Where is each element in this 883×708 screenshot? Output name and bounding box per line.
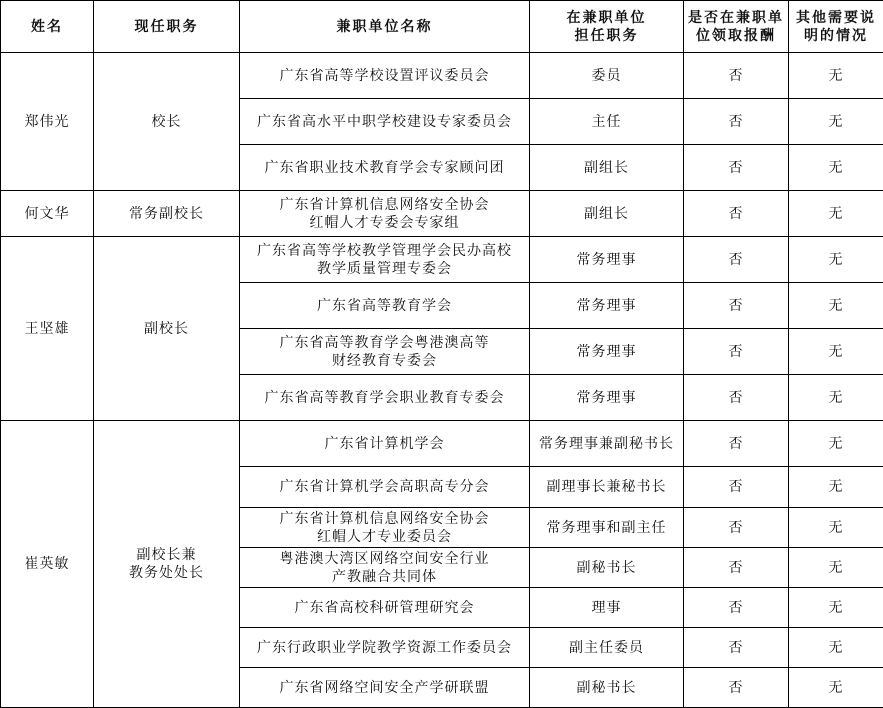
paid-cell: 否 — [684, 329, 789, 375]
table-row — [1, 191, 883, 237]
role-cell: 副秘书长 — [530, 668, 684, 708]
role-cell: 副理事长兼秘书长 — [530, 467, 684, 508]
person-name: 崔英敏 — [1, 421, 94, 708]
paid-cell: 否 — [684, 191, 789, 237]
notes-cell: 无 — [789, 548, 883, 588]
org-cell: 广东省计算机信息网络安全协会 红帽人才专委会专家组 — [240, 191, 530, 237]
role-cell: 副组长 — [530, 191, 684, 237]
notes-cell: 无 — [789, 237, 883, 283]
org-cell: 广东省计算机学会高职高专分会 — [240, 467, 530, 508]
role-cell: 常务理事和副主任 — [530, 508, 684, 548]
paid-cell: 否 — [684, 628, 789, 668]
person-position: 校长 — [94, 53, 240, 191]
paid-cell: 否 — [684, 375, 789, 421]
notes-cell: 无 — [789, 329, 883, 375]
role-cell: 主任 — [530, 99, 684, 145]
org-cell: 广东省高校科研管理研究会 — [240, 588, 530, 628]
notes-cell: 无 — [789, 99, 883, 145]
person-name: 何文华 — [1, 191, 94, 237]
paid-cell: 否 — [684, 508, 789, 548]
notes-cell: 无 — [789, 467, 883, 508]
paid-cell: 否 — [684, 145, 789, 191]
paid-cell: 否 — [684, 548, 789, 588]
notes-cell: 无 — [789, 628, 883, 668]
paid-cell: 否 — [684, 283, 789, 329]
paid-cell: 否 — [684, 53, 789, 99]
notes-cell: 无 — [789, 283, 883, 329]
role-cell: 理事 — [530, 588, 684, 628]
person-position: 副校长兼 教务处处长 — [94, 421, 240, 708]
org-cell: 广东省网络空间安全产学研联盟 — [240, 668, 530, 708]
role-cell: 常务理事 — [530, 237, 684, 283]
header-position: 现任职务 — [94, 1, 240, 53]
header-org: 兼职单位名称 — [240, 1, 530, 53]
header-notes: 其他需要说 明的情况 — [789, 1, 883, 53]
person-position: 常务副校长 — [94, 191, 240, 237]
org-cell: 广东省计算机信息网络安全协会 红帽人才专业委员会 — [240, 508, 530, 548]
role-cell: 常务理事兼副秘书长 — [530, 421, 684, 467]
org-cell: 广东省高等学校教学管理学会民办高校 教学质量管理专委会 — [240, 237, 530, 283]
notes-cell: 无 — [789, 375, 883, 421]
person-name: 郑伟光 — [1, 53, 94, 191]
paid-cell: 否 — [684, 421, 789, 467]
role-cell: 副组长 — [530, 145, 684, 191]
org-cell: 广东省高等教育学会 — [240, 283, 530, 329]
notes-cell: 无 — [789, 508, 883, 548]
notes-cell: 无 — [789, 421, 883, 467]
table-row — [1, 53, 883, 99]
header-paid: 是否在兼职单 位领取报酬 — [684, 1, 789, 53]
org-cell: 广东省高等教育学会职业教育专委会 — [240, 375, 530, 421]
role-cell: 常务理事 — [530, 283, 684, 329]
paid-cell: 否 — [684, 467, 789, 508]
notes-cell: 无 — [789, 53, 883, 99]
header-name: 姓名 — [1, 1, 94, 53]
person-position: 副校长 — [94, 237, 240, 421]
notes-cell: 无 — [789, 191, 883, 237]
role-cell: 副秘书长 — [530, 548, 684, 588]
role-cell: 常务理事 — [530, 375, 684, 421]
org-cell: 广东省高水平中职学校建设专家委员会 — [240, 99, 530, 145]
org-cell: 广东省计算机学会 — [240, 421, 530, 467]
org-cell: 粤港澳大湾区网络空间安全行业 产教融合共同体 — [240, 548, 530, 588]
paid-cell: 否 — [684, 668, 789, 708]
notes-cell: 无 — [789, 588, 883, 628]
paid-cell: 否 — [684, 99, 789, 145]
table-row — [1, 421, 883, 467]
notes-cell: 无 — [789, 145, 883, 191]
org-cell: 广东行政职业学院教学资源工作委员会 — [240, 628, 530, 668]
org-cell: 广东省高等教育学会粤港澳高等 财经教育专委会 — [240, 329, 530, 375]
notes-cell: 无 — [789, 668, 883, 708]
role-cell: 常务理事 — [530, 329, 684, 375]
person-name: 王坚雄 — [1, 237, 94, 421]
org-cell: 广东省高等学校设置评议委员会 — [240, 53, 530, 99]
role-cell: 委员 — [530, 53, 684, 99]
paid-cell: 否 — [684, 588, 789, 628]
header-row — [1, 1, 883, 53]
header-role: 在兼职单位 担任职务 — [530, 1, 684, 53]
org-cell: 广东省职业技术教育学会专家顾问团 — [240, 145, 530, 191]
paid-cell: 否 — [684, 237, 789, 283]
table-row — [1, 237, 883, 283]
role-cell: 副主任委员 — [530, 628, 684, 668]
